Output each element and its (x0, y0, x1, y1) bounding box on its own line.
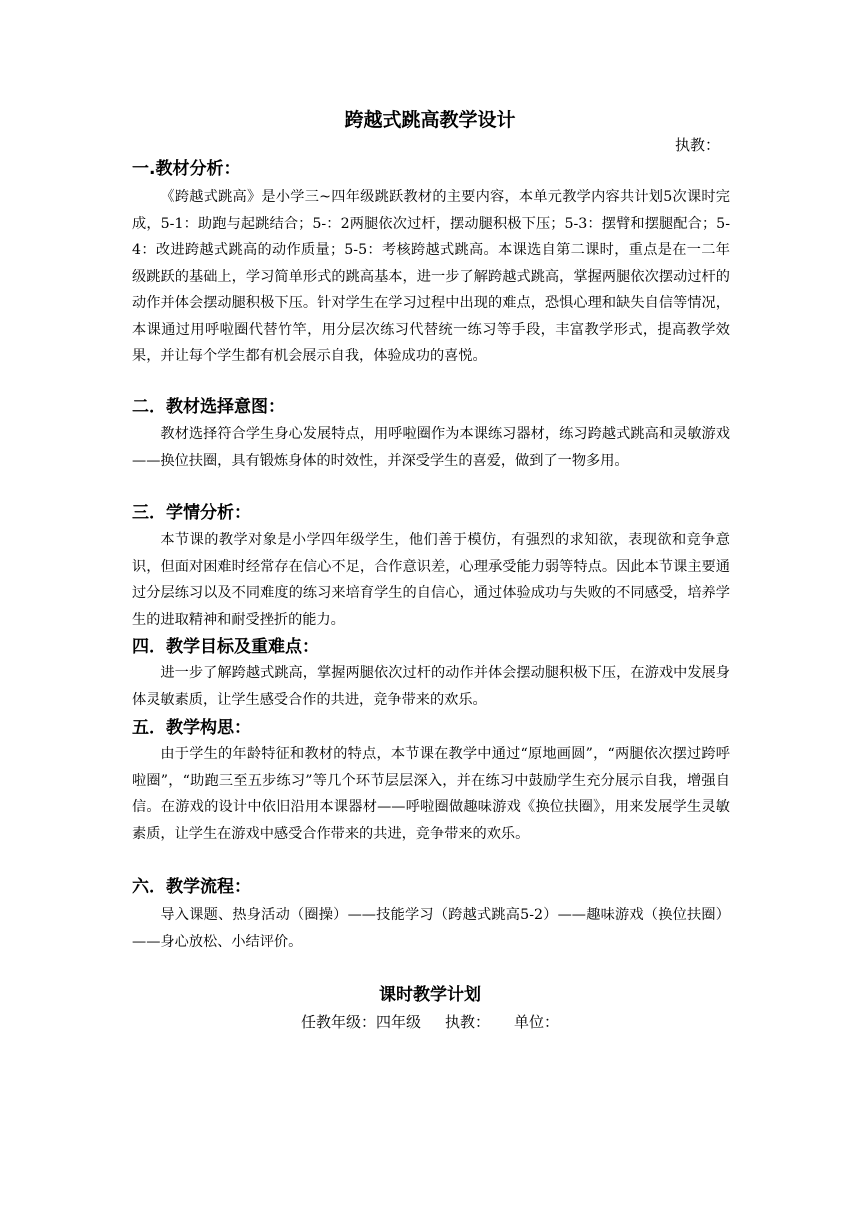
instructor-label: 执教： (674, 136, 720, 154)
section-heading-1: 一.教材分析： (132, 159, 241, 179)
plan-meta (0, 1010, 860, 1034)
section-paragraph-5: 由于学生的年龄特征和教材的特点，本节课在教学中通过“原地画圆”，“两腿依次摆过跨呼啦圈”，“助跑三至五步练习”等几个环节层层深入，并在练习中鼓励学生充分展示自我，增强自信。在游戏的设计中依旧沿用本课器材——呼啦圈做趣味游戏《换位扶圈》，用来发展学生灵敏素质，让学生在游戏中感受合作带来的共进，竞争带来的欢乐。 (132, 746, 730, 842)
section-paragraph-2: 教材选择符合学生身心发展特点，用呼啦圈作为本课练习器材，练习跨越式跳高和灵敏游戏——换位扶圈，具有锻炼身体的时效性，并深受学生的喜爱，做到了一物多用。 (132, 426, 730, 469)
section-heading-5: 五．教学构思： (132, 718, 251, 738)
section-heading-3: 三．学情分析： (132, 503, 251, 523)
plan-title: 课时教学计划 (379, 985, 481, 1005)
section-heading-4: 四．教学目标及重难点： (132, 637, 319, 657)
section-paragraph-6: 导入课题、热身活动（圈操）——技能学习（跨越式跳高5-2）——趣味游戏（换位扶圈）——身心放松、小结评价。 (132, 907, 730, 950)
section-paragraph-1: 《跨越式跳高》是小学三~四年级跳跃教材的主要内容，本单元教学内容共计划5次课时完成，5-1：助跑与起跳结合；5-：2两腿依次过杆，摆动腿积极下压；5-3：摆臂和摆腿配合；5-4：改进跨越式跳高的动作质量；5-5：考核跨越式跳高。本课选自第二课时，重点是在一二年级跳跃的基础上，学习简单形式的跳高基本，进一步了解跨越式跳高，掌握两腿依次摆动过杆的动作并体会摆动腿积极下压。针对学生在学习过程中出现的难点，恐惧心理和缺失自信等情况，本课通过用呼啦圈代替竹竿，用分层次练习代替统一练习等手段，丰富教学形式，提高教学效果，并让每个学生都有机会展示自我，体验成功的喜悦。 (132, 189, 730, 364)
document-title: 跨越式跳高教学设计 (344, 109, 516, 131)
plan-instructor: 执教： (444, 1013, 490, 1031)
section-paragraph-3: 本节课的教学对象是小学四年级学生，他们善于模仿，有强烈的求知欲，表现欲和竞争意识，但面对困难时经常存在信心不足，合作意识差，心理承受能力弱等特点。因此本节课主要通过分层练习以及不同难度的练习来培育学生的自信心，通过体验成功与失败的不同感受，培养学生的进取精神和耐受挫折的能力。 (132, 532, 730, 628)
section-heading-6: 六．教学流程： (132, 877, 251, 897)
plan-grade: 任教年级：四年级 (300, 1013, 421, 1031)
plan-unit: 单位： (514, 1013, 560, 1031)
section-heading-2: 二．教材选择意图： (132, 397, 285, 417)
section-paragraph-4: 进一步了解跨越式跳高，掌握两腿依次过杆的动作并体会摆动腿积极下压，在游戏中发展身体灵敏素质，让学生感受合作的共进，竞争带来的欢乐。 (132, 665, 730, 708)
